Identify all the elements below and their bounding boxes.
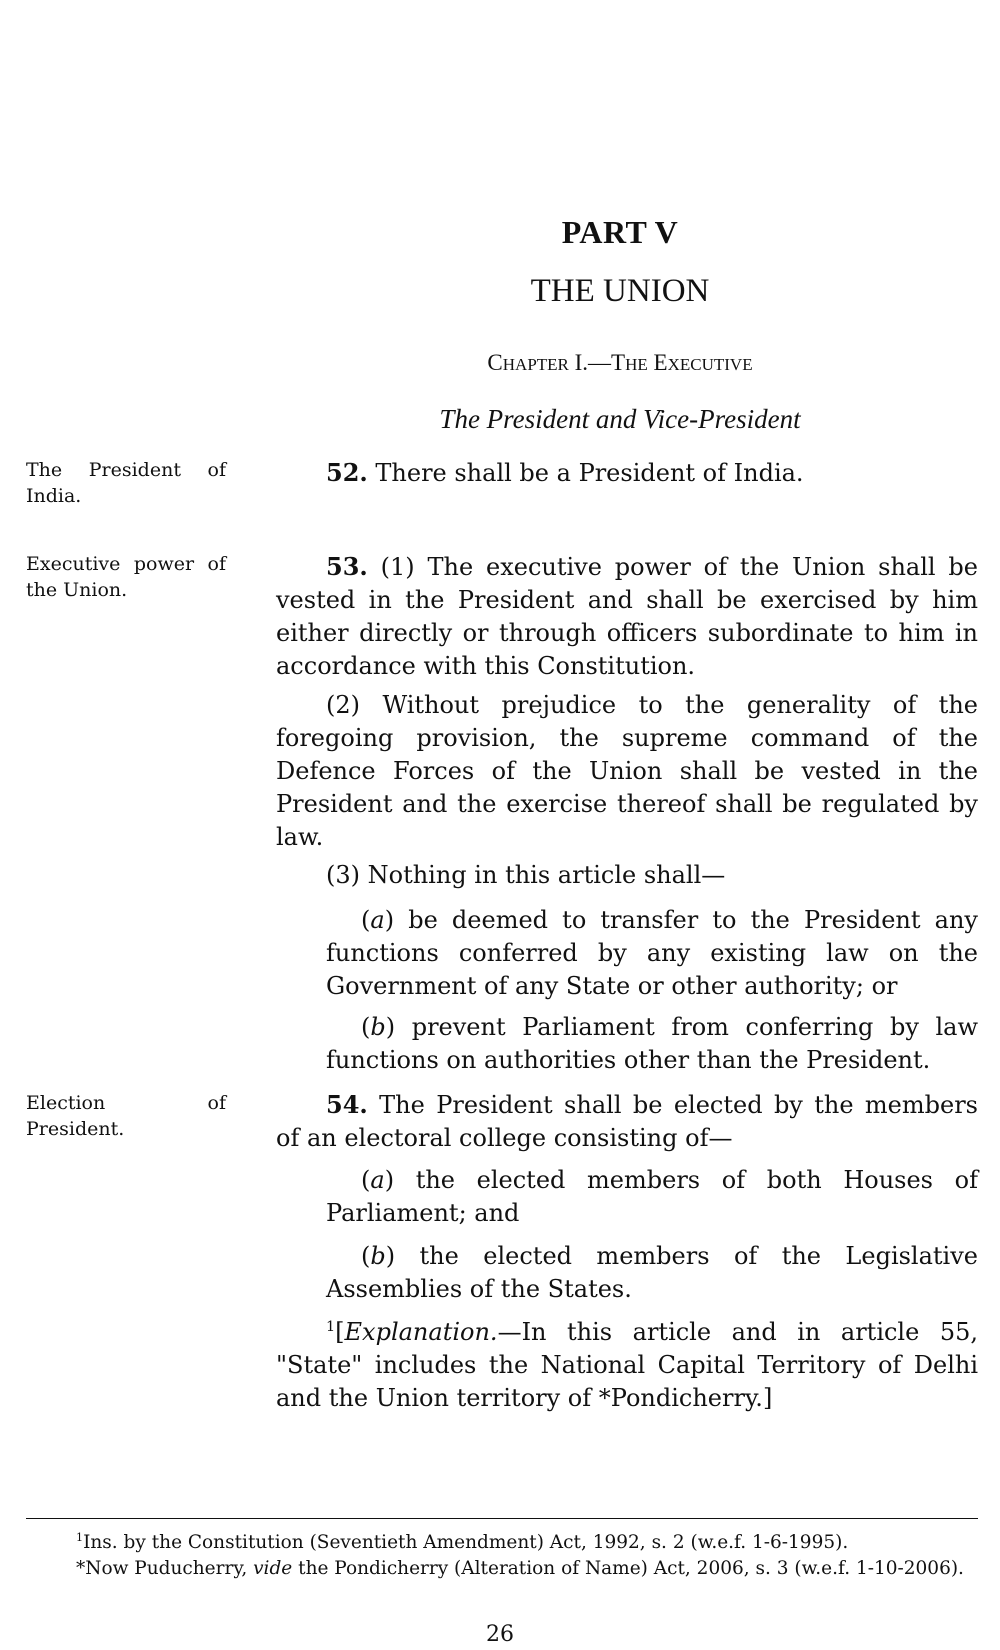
subheading: The President and Vice-President — [439, 404, 801, 434]
footnote-marker-1: 1 — [326, 1319, 336, 1335]
subclause-letter-b: b — [370, 1242, 386, 1270]
article-53-subclause-a — [326, 904, 978, 1003]
article-54-subclause-a — [326, 1164, 978, 1230]
article-52-number: 52. — [326, 458, 368, 487]
chapter-hapter: HAPTER — [502, 355, 569, 374]
paren-open: ( — [361, 1166, 371, 1194]
page-number: 26 — [486, 1622, 514, 1647]
footnote-divider — [26, 1518, 978, 1519]
article-53-subclause-b — [326, 1011, 978, 1077]
article-54-subclause-b-text: ) the elected members of the Legislative Assemblies of the States. — [326, 1242, 978, 1303]
explanation-text: —In this article and in article 55, "State" includes the National Capital Territory of Delhi and the Union territory of *Pondicherry.] — [276, 1318, 978, 1412]
footnote-1-marker: 1 — [76, 1530, 84, 1544]
margin-note-art53: Executive power of the Union. — [26, 553, 226, 601]
bracket-open: [ — [335, 1318, 345, 1346]
chapter-xecutive: XECUTIVE — [667, 355, 753, 374]
chapter-heading — [120, 350, 1000, 376]
paren-open: ( — [361, 1242, 371, 1270]
margin-note-art52: The President of India. — [26, 459, 226, 507]
article-53-clause-2: (2) Without prejudice to the generality of the foregoing provision, the supreme command of the Defence Forces of the Union shall be vested in the President and the exercise thereof shall be regulated by law. — [276, 691, 978, 851]
margin-note-art54: Election of President. — [26, 1092, 226, 1140]
article-53-clause-1-text: (1) The executive power of the Union shall be vested in the President and shall be exercised by him either directly or through officers subordinate to him in accordance with this Constitution. — [276, 553, 978, 680]
chapter-mid: I.—T — [568, 350, 626, 375]
article-53-clause-1 — [276, 550, 978, 683]
footnote-2 — [26, 1556, 978, 1582]
article-53-subclause-b-text: ) prevent Parliament from conferring by law functions on authorities other than the President. — [326, 1013, 978, 1074]
footnote-2-text-b: the Pondicherry (Alteration of Name) Act, 2006, s. 3 (w.e.f. 1-10-2006). — [292, 1558, 964, 1579]
paren-open: ( — [361, 906, 371, 934]
part-heading: PART V — [561, 214, 679, 250]
footnote-2-text-a: *Now Puducherry, — [76, 1558, 254, 1579]
chapter-c: C — [487, 350, 503, 375]
chapter-e: E — [647, 350, 668, 375]
article-54-explanation — [276, 1316, 978, 1415]
article-53-number: 53. — [326, 552, 368, 581]
article-53-subclause-a-text: ) be deemed to transfer to the President any functions conferred by any existing law on the Government of any State or other authority; or — [326, 906, 978, 1000]
paren-open: ( — [361, 1013, 371, 1041]
subclause-letter-a: a — [370, 1166, 385, 1194]
footnote-2-vide: vide — [253, 1558, 293, 1579]
chapter-he: HE — [625, 355, 648, 374]
part-title: THE UNION — [530, 273, 710, 309]
article-54-number: 54. — [326, 1090, 368, 1119]
footnote-1-text: Ins. by the Constitution (Seventieth Amendment) Act, 1992, s. 2 (w.e.f. 1-6-1995). — [83, 1532, 849, 1553]
article-52 — [276, 456, 978, 490]
subclause-letter-a: a — [370, 906, 385, 934]
article-52-text: There shall be a President of India. — [367, 459, 804, 487]
article-54-subclause-a-text: ) the elected members of both Houses of Parliament; and — [326, 1166, 978, 1227]
article-54 — [276, 1088, 978, 1155]
subclause-letter-b: b — [370, 1013, 386, 1041]
article-54-subclause-b — [326, 1240, 978, 1306]
explanation-label: Explanation. — [344, 1318, 498, 1346]
footnote-1 — [26, 1530, 978, 1556]
article-54-text: The President shall be elected by the members of an electoral college consisting of— — [276, 1091, 978, 1152]
article-53-clause-3: (3) Nothing in this article shall— — [326, 861, 726, 889]
